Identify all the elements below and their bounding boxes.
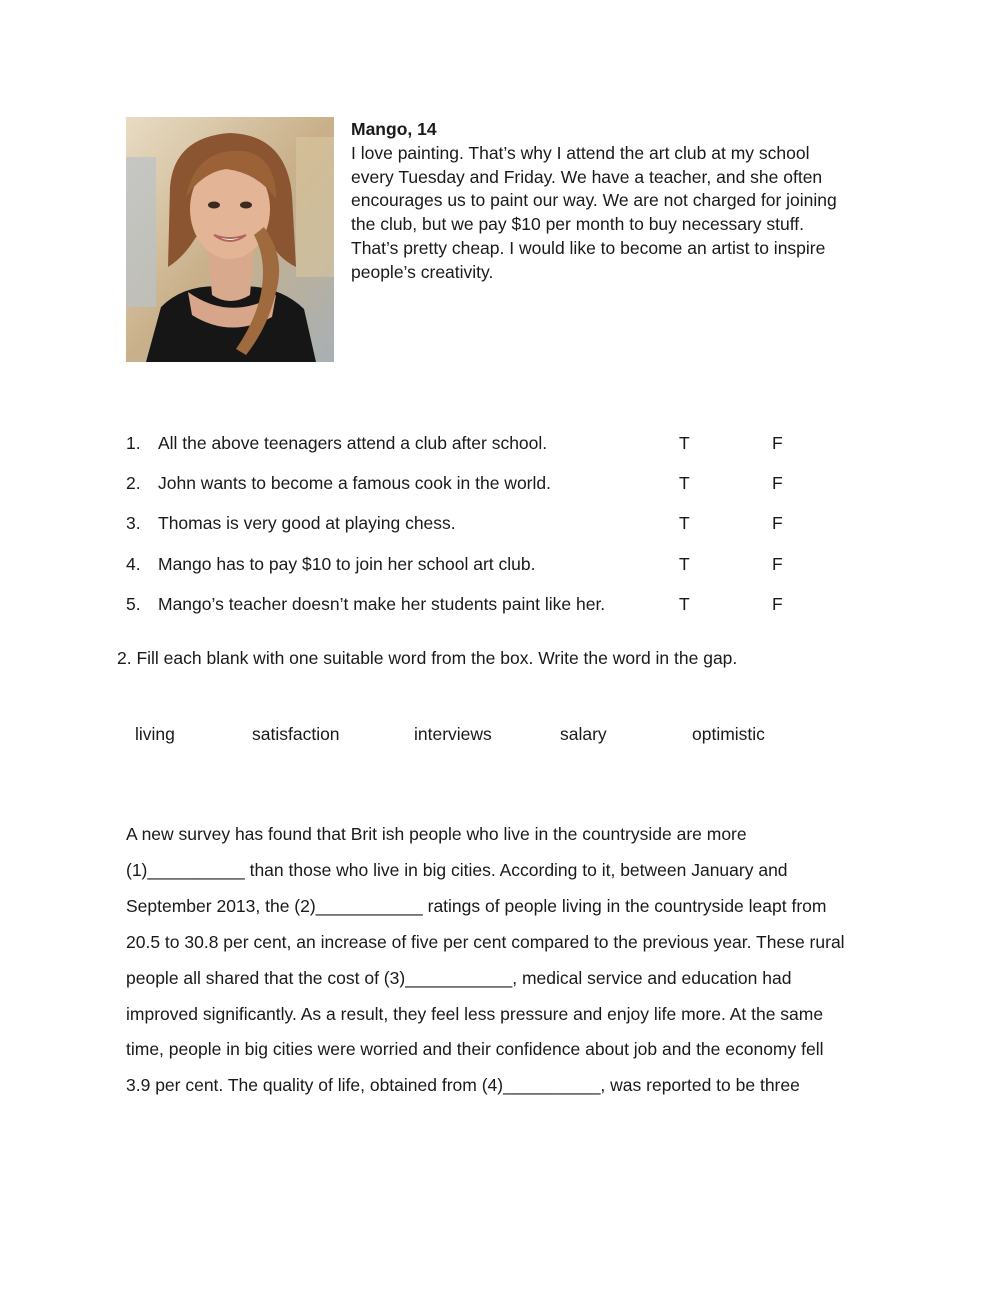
false-option[interactable]: F bbox=[772, 473, 783, 494]
tf-item bbox=[126, 471, 826, 511]
profile-name: Mango, 14 bbox=[351, 119, 437, 139]
true-false-list bbox=[126, 431, 826, 632]
tf-item bbox=[126, 592, 826, 632]
true-option[interactable]: T bbox=[679, 473, 690, 494]
tf-item-number: 3. bbox=[126, 513, 141, 534]
profile-text bbox=[351, 118, 871, 285]
false-option[interactable]: F bbox=[772, 593, 783, 614]
gap-fill-passage bbox=[126, 817, 871, 1104]
tf-item bbox=[126, 511, 826, 551]
true-option[interactable]: T bbox=[679, 433, 690, 453]
tf-item-statement: All the above teenagers attend a club after school. bbox=[158, 433, 548, 453]
passage-line: time, people in big cities were worried and their confidence about job and the economy fell bbox=[126, 1039, 824, 1060]
profile-line: the club, but we pay $10 per month to buy necessary stuff. bbox=[351, 214, 805, 235]
profile-photo bbox=[126, 117, 334, 362]
true-option[interactable]: T bbox=[679, 553, 690, 574]
tf-item-number: 1. bbox=[126, 433, 141, 453]
word-box-item[interactable]: satisfaction bbox=[252, 724, 340, 744]
passage-line: A new survey has found that Brit ish people who live in the countryside are more bbox=[126, 824, 747, 844]
profile-line: I love painting. That’s why I attend the art club at my school bbox=[351, 142, 810, 163]
profile-photo-illustration bbox=[126, 117, 334, 362]
word-box-item[interactable]: salary bbox=[560, 724, 607, 744]
profile-line: encourages us to paint our way. We are not charged for joining bbox=[351, 190, 837, 211]
tf-item-statement: Mango has to pay $10 to join her school art club. bbox=[158, 553, 536, 574]
tf-item-statement: Thomas is very good at playing chess. bbox=[158, 513, 456, 534]
tf-item-number: 5. bbox=[126, 593, 141, 614]
passage-line[interactable]: people all shared that the cost of (3)___________, medical service and education had bbox=[126, 967, 792, 988]
true-option[interactable]: T bbox=[679, 513, 690, 534]
false-option[interactable]: F bbox=[772, 433, 783, 453]
passage-line[interactable]: 3.9 per cent. The quality of life, obtained from (4)__________, was reported to be three bbox=[126, 1075, 800, 1096]
passage-line[interactable]: (1)__________ than those who live in big cities. According to it, between January and bbox=[126, 859, 788, 880]
profile-line: every Tuesday and Friday. We have a teacher, and she often bbox=[351, 166, 823, 187]
exercise-2-instruction: 2. Fill each blank with one suitable word from the box. Write the word in the gap. bbox=[117, 648, 738, 668]
profile-line: people’s creativity. bbox=[351, 261, 494, 282]
profile-line: That’s pretty cheap. I would like to become an artist to inspire bbox=[351, 237, 826, 258]
false-option[interactable]: F bbox=[772, 553, 783, 574]
tf-item-statement: Mango’s teacher doesn’t make her students paint like her. bbox=[158, 593, 606, 614]
false-option[interactable]: F bbox=[772, 513, 783, 534]
tf-item bbox=[126, 431, 826, 471]
tf-item bbox=[126, 552, 826, 592]
passage-line[interactable]: September 2013, the (2)___________ ratings of people living in the countryside leapt from bbox=[126, 895, 827, 916]
tf-item-statement: John wants to become a famous cook in the world. bbox=[158, 473, 551, 494]
tf-item-number: 4. bbox=[126, 553, 141, 574]
word-box-item[interactable]: optimistic bbox=[692, 724, 765, 744]
passage-line: improved significantly. As a result, they feel less pressure and enjoy life more. At the same bbox=[126, 1003, 824, 1024]
tf-item-number: 2. bbox=[126, 473, 141, 494]
passage-line: 20.5 to 30.8 per cent, an increase of five per cent compared to the previous year. These rural bbox=[126, 931, 845, 952]
word-box-item[interactable]: living bbox=[135, 724, 175, 744]
true-option[interactable]: T bbox=[679, 593, 690, 614]
word-box-item[interactable]: interviews bbox=[414, 724, 492, 744]
